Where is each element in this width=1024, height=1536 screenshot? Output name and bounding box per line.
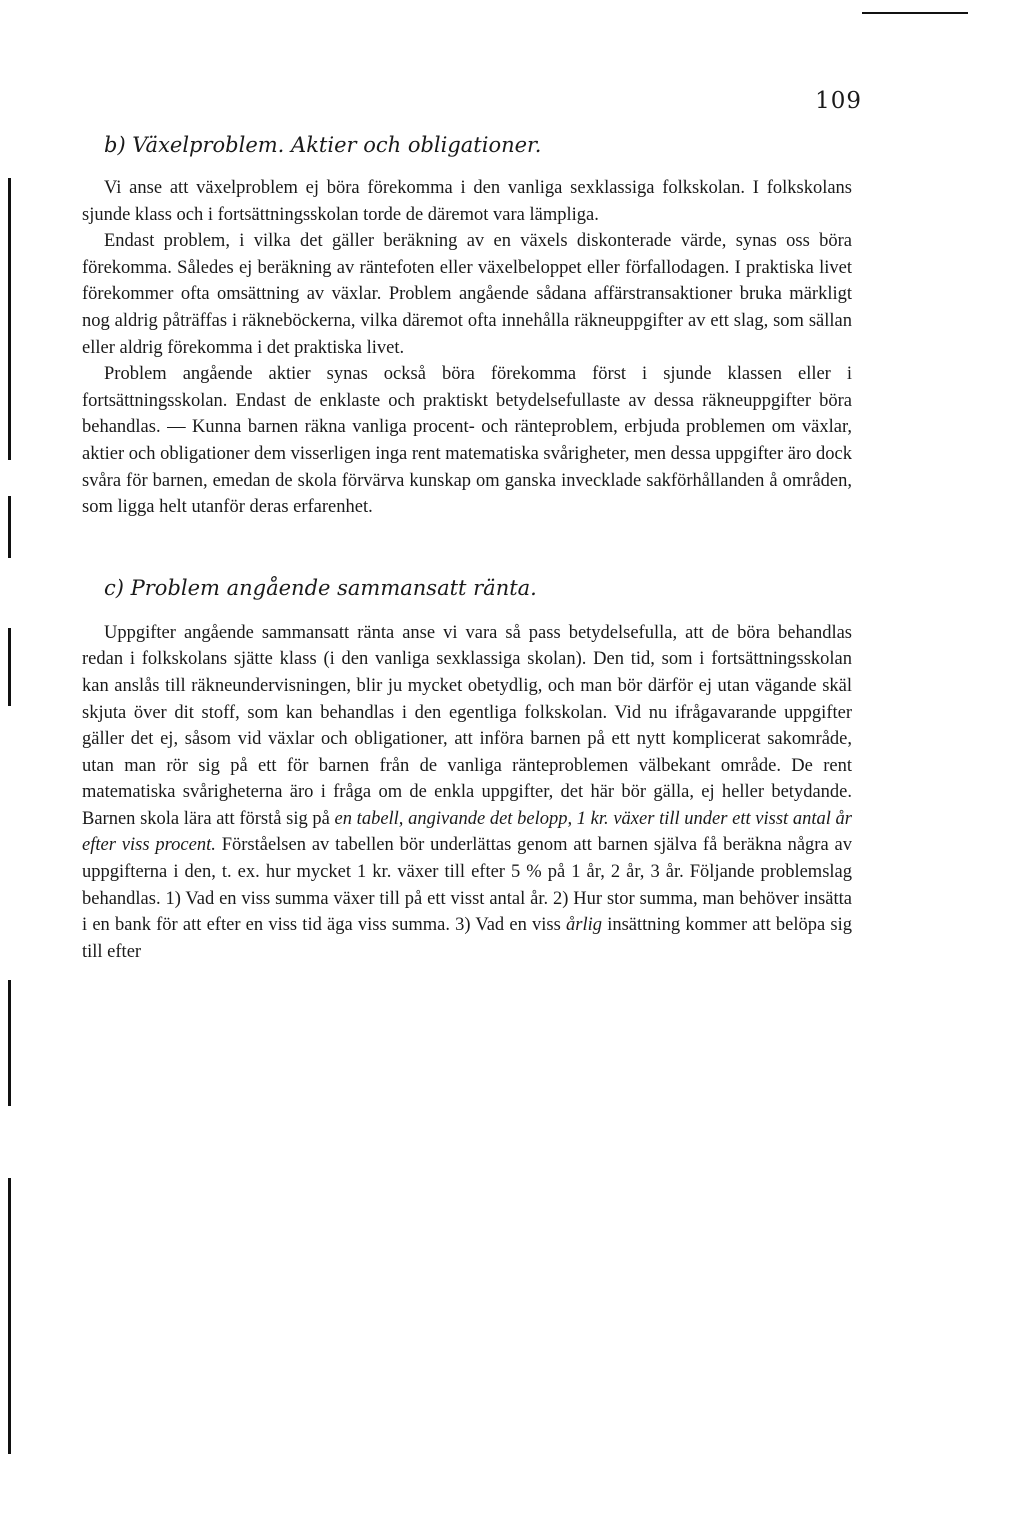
margin-bar xyxy=(8,496,11,558)
paragraph-text: insättning kommer att belöpa sig till efter xyxy=(82,915,853,962)
paragraph xyxy=(82,620,852,966)
page-number: 109 xyxy=(815,88,862,114)
text-column xyxy=(82,132,852,965)
paragraph-text: Uppgifter angående sammansatt ränta anse vi vara så pass betydelsefulla, att de böra behandlas redan i folkskolans sjätte klass (i den vanliga sexklassiga skolan). Den tid, som i fortsättningsskolan kan anslås till räkneundervisningen, blir ju mycket obetydlig, och man bör därför ej utan vägande skäl skjuta över dit stoff, som kan behandlas i den egentliga folkskolan. Vid nu ifrågavarande uppgifter gäller det ej, såsom vid växlar och obligationer, att införa barnen på ett nytt komplicerat sakområde, utan man rör sig på ett för barnen från de vanliga ränteproblemen välbekant område. De rent matematiska svårigheterna äro i fråga om de enkla uppgifter, det här bör gälla, ej heller betydande. Barnen skola lära att förstå sig på xyxy=(82,622,852,829)
margin-bar xyxy=(8,1178,11,1454)
paragraph: Problem angående aktier synas också böra förekomma först i sjunde klassen eller i fortsättningsskolan. Endast de enklaste och praktiskt betydelsefullaste av dessa räkneuppgifter böra behandlas. — Kunna barnen räkna vanliga procent- och ränteproblem, erbjuda problemen om växlar, aktier och obligationer dem visserligen inga rent matematiska svårigheter, men dessa uppgifter äro dock svåra för barnen, emedan de skola förvärva kunskap om ganska invecklade sakförhållanden å områden, som ligga helt utanför deras erfarenhet. xyxy=(82,364,852,518)
margin-bar xyxy=(8,628,11,706)
margin-bar xyxy=(8,980,11,1106)
paragraph-emphasis: en tabell, angivande det belopp, 1 kr. växer till under ett visst antal år efter viss procent. xyxy=(82,808,852,856)
section-heading-c: c) Problem angående sammansatt ränta. xyxy=(104,575,537,600)
margin-bar xyxy=(8,178,11,460)
paragraph-emphasis: årlig xyxy=(566,915,603,936)
paragraph: Endast problem, i vilka det gäller beräkning av en växels diskonterade värde, synas oss böra förekomma. Således ej beräkning av räntefoten eller växelbeloppet eller förfallodagen. I praktiska livet förekommer ofta omsättning av växlar. Problem angående sådana affärstransaktioner bruka märkligt nog aldrig påträffas i räkneböckerna, vilka däremot ofta innehålla räkneuppgifter av ett slag, som sällan eller aldrig förekomma i det praktiska livet. xyxy=(82,231,852,358)
paragraph-text: Förståelsen av tabellen bör underlättas genom att barnen själva få beräkna några av uppgifterna i den, t. ex. hur mycket 1 kr. växer till efter 5 % på 1 år, 2 år, 3 år. Följande problemslag behandlas. 1) Vad en viss summa växer till på ett visst antal år. 2) Hur stor summa, man behöver insätta i en bank för att efter en viss tid äga viss summa. 3) Vad en viss xyxy=(82,835,852,936)
top-rule xyxy=(862,12,968,14)
section-heading-b: b) Växelproblem. Aktier och obligationer. xyxy=(104,133,542,157)
paragraph: Vi anse att växelproblem ej böra förekomma i den vanliga sexklassiga folkskolan. I folkskolans sjunde klass och i fortsättningsskolan torde de däremot vara lämpliga. xyxy=(82,178,852,225)
